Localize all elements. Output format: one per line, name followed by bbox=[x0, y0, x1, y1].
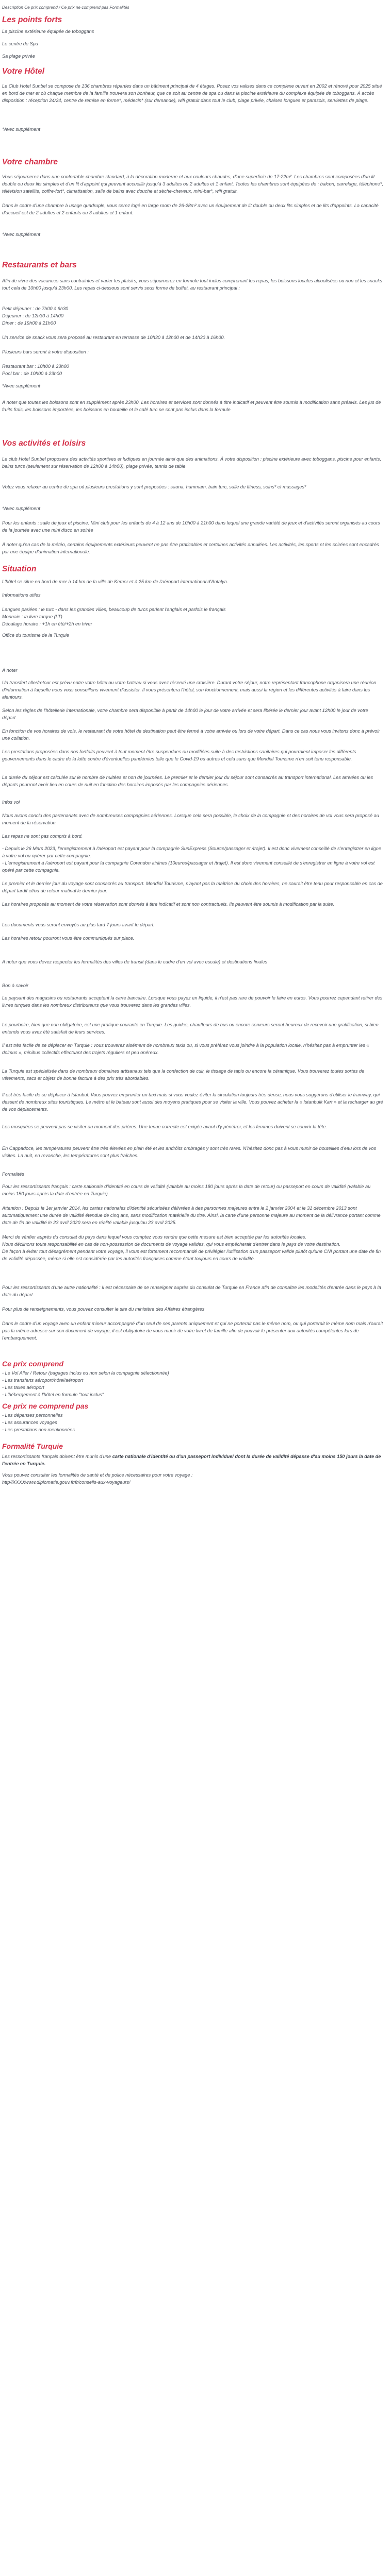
formalite-turquie-link[interactable]: http//XXXXwww.diplomatie.gouv.fr/fr/conseils-aux-voyageurs/ bbox=[2, 1480, 131, 1485]
point-fort-3: Sa plage privée bbox=[2, 54, 35, 59]
info-utiles-title: Informations utiles bbox=[2, 592, 41, 598]
activites-title: Vos activités et loisirs bbox=[2, 439, 86, 448]
point-fort-1: La piscine extérieure équipée de toboggans bbox=[2, 29, 94, 34]
restaurants-bars: Restaurant bar : 10h00 à 23h00 Pool bar : de 10h00 à 23h00 bbox=[2, 364, 69, 376]
a-noter-p16: Le paysant des magasins ou restaurants acceptent la carte bancaire. Lorsque vous payez en liquide, il n'est pas rare de pouvoir le faire en euros. Vous pourrez cependant retirer des livres turques dans les nombreux distributeurs que vous trouverez dans les grandes villes. bbox=[2, 995, 383, 1008]
a-noter-p1: Un transfert aller/retour est prévu entre votre hôtel ou votre bateau si vous avez réservé une croisière. Durant votre séjour, notre représentant francophone organisera une réunion d'information à laquelle nous vous conseillons vivement d'assister. Il vous présentera l'hôtel, son fonctionnement, mais aussi la région et les différentes activités à faire dans les alentours. bbox=[2, 680, 377, 700]
activites-body-3: Pour les enfants : salle de jeux et piscine. Mini club pour les enfants de 4 à 12 ans de 10h00 à 21h00 dans lequel une grande variété de jeux et d'activités seront organisés au cours de la journée avec une mini disco en soirée bbox=[2, 520, 380, 533]
a-noter-p2: Selon les règles de l'hôtellerie internationale, votre chambre sera disponible à partir de 14h00 le jour de votre arrivée et sera libérée le dernier jour avant 12h00 le jour de votre départ. bbox=[2, 708, 368, 720]
activites-body-2: Votez vous relaxer au centre de spa où plusieurs prestations y sont proposées : sauna, hammam, bain turc, salle de fitness, soins* et massages* bbox=[2, 484, 306, 489]
hotel-title: Votre Hôtel bbox=[2, 67, 45, 76]
formalite-turquie-text-plain: Les ressortissants français doivent être munis d'une bbox=[2, 1454, 111, 1459]
point-fort-2: Le centre de Spa bbox=[2, 41, 38, 46]
a-noter-p24: Pour les ressortissants français : carte nationale d'identité en cours de validité (valable au moins 180 jours après la date de retour) ou passeport en cours de validité (valable au moins 150 jours après la date d'entrée en Turquie). bbox=[2, 1184, 371, 1196]
formalite-turquie-text bbox=[2, 1453, 384, 1467]
a-noter-p13: Les horaires retour pourront vous être communiqués sur place. bbox=[2, 936, 135, 941]
a-noter-p12: Les documents vous seront envoyés au plus tard 7 jours avant le départ. bbox=[2, 922, 155, 927]
infos-vol-label: Infos vol bbox=[2, 800, 20, 805]
a-noter-p8: Les repas ne sont pas compris à bord. bbox=[2, 834, 83, 839]
a-noter-p29: Dans le cadre d'un voyage avec un enfant mineur accompagné d'un seul de ses parents uniquement et qui ne porterait pas le même nom, ou qui porterait le même nom mais n'aurait pas la même adresse sur son document de voyage, il est obligatoire de vous munir de votre livret de famille afin de pouvoir le présenter aux autorités compétentes lors de l'embarquement. bbox=[2, 1321, 383, 1341]
a-noter-p11: Les horaires proposés au moment de votre réservation sont donnés à titre indicatif et sont non contractuels. Ils peuvent être soumis à modification par la suite. bbox=[2, 902, 334, 907]
a-noter-p21: Les mosquées se peuvent pas se visiter au moment des prières. Une tenue correcte est exigée avant d'y pénétrer, et les femmes doivent se couvrir la tête. bbox=[2, 1124, 327, 1129]
restaurants-bars-intro: Plusieurs bars seront à votre disposition : bbox=[2, 349, 89, 354]
a-noter-p10: Le premier et le dernier jour du voyage sont consacrés au transport. Mondial Tourisme, n'ayant pas la maîtrise du choix des horaires, ne saurait être tenu pour responsable en cas de départ tardif et/ou de retour matinal le dernier jour. bbox=[2, 881, 383, 893]
a-noter-p28: Pour plus de renseignements, vous pouvez consulter le site du ministère des Affaires étrangères bbox=[2, 1307, 205, 1312]
chambre-body-1: Vous séjournerez dans une confortable chambre standard, à la décoration moderne et aux couleurs chaudes, d'une superficie de 17-22m². Les chambres sont composées d'un lit double ou deux lits simples et d'un lit d'appoint qui peuvent accueillir jusqu'à 3 adultes ou 2 adultes et 1 enfant. Toutes les chambres sont équipées de : balcon, carrelage, téléphone*, télévision satellite, coffre-fort*, climatisation, salle de bains avec douche et sèche-cheveux, mini-bar*, wifi gratuit. bbox=[2, 174, 383, 194]
a-noter-p20: Il est très facile de se déplacer à Istanbul. Vous pouvez emprunter un taxi mais si vous voulez éviter la circulation toujours très dense, nous vous suggérons d'utiliser le tramway, qui dessert de nombreux sites touristiques. Le métro et le bateau sont aussi des moyens pratiques pour se visiter la ville. Vous pouvez acheter la « Istanbulk Kart » et la recharger au gré de vos déplacements. bbox=[2, 1092, 383, 1112]
restaurants-details: À noter que toutes les boissons sont en supplément après 23h00. Les horaires et services sont donnés à titre indicatif et peuvent être soumis à modification sans préavis. Les jus de fruits frais, les boissons importées, les boissons en bouteille et le café turc ne sont pas inclus dans la formule bbox=[2, 400, 381, 412]
formalites-label: Formalités bbox=[2, 1172, 24, 1177]
formalite-turquie-text-bold: carte nationale d'identité ou d'un passeport individuel dont la durée de validité dépasse d'au moins 150 jours la date de l'entrée en Turquie. bbox=[2, 1454, 381, 1466]
restaurants-body: Afin de vivre des vacances sans contraintes et varier les plaisirs, vous séjournerez en formule tout inclus comprenant les repas, les boissons locales alcoolisées ou non et les snacks tout cela de 10h00 jusqu'à 23h00. Les repas ci-dessous sont servis sous forme de buffet, au restaurant principal : bbox=[2, 278, 382, 291]
chambre-body-2: Dans le cadre d'une chambre à usage quadruple, vous serez logé en large room de 26-28m² avec un équipement de lit double ou deux lits simples et de lits d'appoints. La capacité d'accueil est de 2 adultes et 2 enfants ou 3 adultes et 1 enfant. bbox=[2, 203, 379, 215]
hotel-note: *Avec supplément bbox=[2, 127, 40, 132]
hotel-body: Le Club Hotel Sunbel se compose de 136 chambres réparties dans un bâtiment principal de 4 étages. Posez vos valises dans ce complexe ouvert en 2002 et rénové pour 2025 situé en bord de mer et où chaque membre de la famille trouvera son bonheur, que ce soit au centre de spa ou dans la piscine extérieure du complexe équipée de toboggans. À accès disposition : réception 24/24, centre de remise en forme*, médecin* (sur demande), wifi gratuit dans tout le club, plage privée, chaises longues et parasols, serviettes de plage. bbox=[2, 83, 382, 103]
restaurants-title: Restaurants et bars bbox=[2, 261, 77, 269]
a-noter-p26: Merci de vérifier auprès du consulat du pays dans lequel vous comptez vous rendre que cette mesure est bien acceptée par les autorités locales. Nous déclinons toute responsabilité en cas de non-possession de documents de voyage valides, qui vous empêcherait d'entrer dans le pays de votre destination. De façon à éviter tout désagrément pendant votre voyage, il vous est fortement recommandé de privilégier l'utilisation d'un passeport valide plutôt qu'une CNI portant une date de fin de validité dépassée, même si elle est considérée par les autorités françaises comme étant toujours en cours de validité. bbox=[2, 1234, 381, 1261]
situation-body: L'hôtel se situe en bord de mer à 14 km de la ville de Kemer et à 25 km de l'aéroport international d'Antalya. bbox=[2, 579, 229, 584]
a-noter-p4: Les prestations proposées dans nos fortfaits peuvent à tout moment être suspendues ou modifiées suite à des restrictions sanitaires qui pourraient imposer les différents gouvernements dans le cadre de la lutte contre d'éventuelles pandémies telle que le Covid-19 ou autres et cela sans que Mondial Tourisme n'en soit tenu responsable. bbox=[2, 749, 356, 761]
situation-title: Situation bbox=[2, 565, 37, 573]
bon-a-savoir-label: Bon à savoir bbox=[2, 983, 29, 988]
chambre-title: Votre chambre bbox=[2, 158, 58, 166]
restaurants-snack: Un service de snack vous sera proposé au restaurant en terrasse de 10h30 à 12h00 et de 14h30 à 16h00. bbox=[2, 335, 225, 340]
prix-ne-comprend-title: Ce prix ne comprend pas bbox=[2, 1402, 89, 1410]
activites-body-1: Le club Hotel Sunbel proposera des activités sportives et ludiques en journée ainsi que des animations. À votre disposition : piscine extérieure avec toboggans, piscine pour enfants, bains turcs (seulement sur réservation de 12h00 à 14h00), plage privée, tennis de table bbox=[2, 456, 381, 469]
a-noter-p14: A noter que vous devez respecter les formalités des villes de transit (dans le cadre d'un vol avec escale) et destinations finales bbox=[2, 959, 268, 964]
intro-tabs: Description Ce prix comprend / Ce prix ne comprend pas Formalités bbox=[2, 5, 129, 10]
formalite-turquie-title: Formalité Turquie bbox=[2, 1442, 63, 1450]
chambre-note: *Avec supplément bbox=[2, 232, 40, 237]
a-noter-p27: Pour les ressortissants d'une autre nationalité : Il est nécessaire de se renseigner auprès du consulat de Turquie en France afin de connaître les modalités d'entrée dans le pays à la date du départ. bbox=[2, 1285, 381, 1297]
restaurants-meals: Petit déjeuner : de 7h00 à 9h30 Déjeuner : de 12h30 à 14h00 Dîner : de 19h00 à 21h00 bbox=[2, 306, 69, 326]
a-noter-p25: Attention : Depuis le 1er janvier 2014, les cartes nationales d'identité sécurisées délivrées à des personnes majeures entre le 2 janvier 2004 et le 31 décembre 2013 sont automatiquement une durée de validité étendue de cinq ans, sans modification matérielle du titre. Ainsi, la carte d'une personne majeure au moment de la délivrance portant comme date de fin de validité le 23 avril 2020 sera en réalité valable jusqu'au 23 avril 2025. bbox=[2, 1206, 381, 1225]
a-noter-p17: Le pourboire, bien que non obligatoire, est une pratique courante en Turquie. Les guides, chauffeurs de bus ou encore serveurs seront heureux de recevoir une gratification, si bien entendu vous avez été satisfait de leurs services. bbox=[2, 1022, 379, 1035]
prix-comprend-title: Ce prix comprend bbox=[2, 1360, 64, 1368]
a-noter-p18: Il est très facile de se déplacer en Turquie : vous trouverez aisément de nombreux taxis ou, si vous préférez vous joindre à la population locale, n'hésitez pas à emprunter les « dolmus », minibus collectifs effectuant des trajets réguliers et peu onéreux. bbox=[2, 1043, 369, 1055]
points-forts-title: Les points forts bbox=[2, 15, 62, 24]
formalite-turquie-link-label: Vous pouvez consulter les formalités de santé et de police nécessaires pour votre voyage : bbox=[2, 1472, 193, 1478]
restaurants-bars-note: *Avec supplément bbox=[2, 383, 40, 388]
a-noter-p19: La Turquie est spécialisée dans de nombreux domaines artisanaux tels que la confection de cuir, le tissage de tapis ou encore la céramique. Vous trouverez toutes sortes de vêtements, sacs et objets de bonne facture à des prix très abordables. bbox=[2, 1069, 365, 1081]
a-noter-p7: Nous avons conclu des partenariats avec de nombreuses compagnies aériennes. Lorsque cela sera possible, le choix de la compagnie et des horaires de vol vous sera proposé au moment de la réservation. bbox=[2, 813, 379, 825]
info-utiles-list: Langues parlées : le turc - dans les grandes villes, beaucoup de turcs parlent l'anglais et parfois le français Monnaie : la livre turque (LT) Décalage horaire : +1h en été/+2h en hiver bbox=[2, 607, 226, 626]
prix-ne-comprend-list: - Les dépenses personnelles - Les assurances voyages - Les prestations non mentionnées bbox=[2, 1413, 75, 1432]
a-noter-p22: En Cappadoce, les températures peuvent être très élevées en plein été et les andrôits ombragés y sont très rares. N'hésitez donc pas à vous munir de bouteilles d'eau lors de vos visites. La nuit, en revanche, les températures sont plus fraîches. bbox=[2, 1146, 377, 1158]
prix-comprend-list: - Le Vol Aller / Retour (bagages inclus ou non selon la compagnie sélectionnée) - Les transferts aéroport/hôtel/aéroport - Les taxes aéroport - L'hébergement à l'hôtel en formule "tout inclus" bbox=[2, 1370, 169, 1397]
a-noter-p9: - Depuis le 26 Mars 2023, l'enregistrement à l'aéroport est payant pour la compagnie SunExpress (Source/passager et /trajet). Il est donc vivement conseillé de s'enregistrer en ligne à votre vol ou opérer par cette compagnie. - L'enregistrement à l'aéroport est payant pour la compagnie Corendon airlines (10euros/passager et /trajet). Il est donc vivement conseillé de s'enregistrer en ligne à votre vol est opéré par cette compagnie. bbox=[2, 846, 382, 873]
office-tourisme: Office du tourisme de la Turquie bbox=[2, 633, 70, 638]
a-noter-title: À noter bbox=[2, 668, 18, 673]
activites-note: *Avec supplément bbox=[2, 506, 40, 511]
activites-body-4: À noter qu'en cas de la météo, certains équipements extérieurs peuvent ne pas être praticables et certaines activités annulées. Les activités, les sports et les soirées sont encadrés par une équipe d'animation internationale. bbox=[2, 542, 379, 554]
a-noter-p5: La durée du séjour est calculée sur le nombre de nuitées et non de journées. Le premier et le dernier jour du séjour sont consacrés au transport international. Les arrivées ou les départs pourront avoir lieu en cours de nuit en fonction des horaires imposés par les compagnies aériennes. bbox=[2, 775, 373, 787]
a-noter-p3: En fonction de vos horaires de vols, le restaurant de votre hôtel de destination peut être fermé à votre arrivée ou lors de votre départ. Dans ce cas nous vous invitons donc à prévoir une collation. bbox=[2, 728, 380, 741]
